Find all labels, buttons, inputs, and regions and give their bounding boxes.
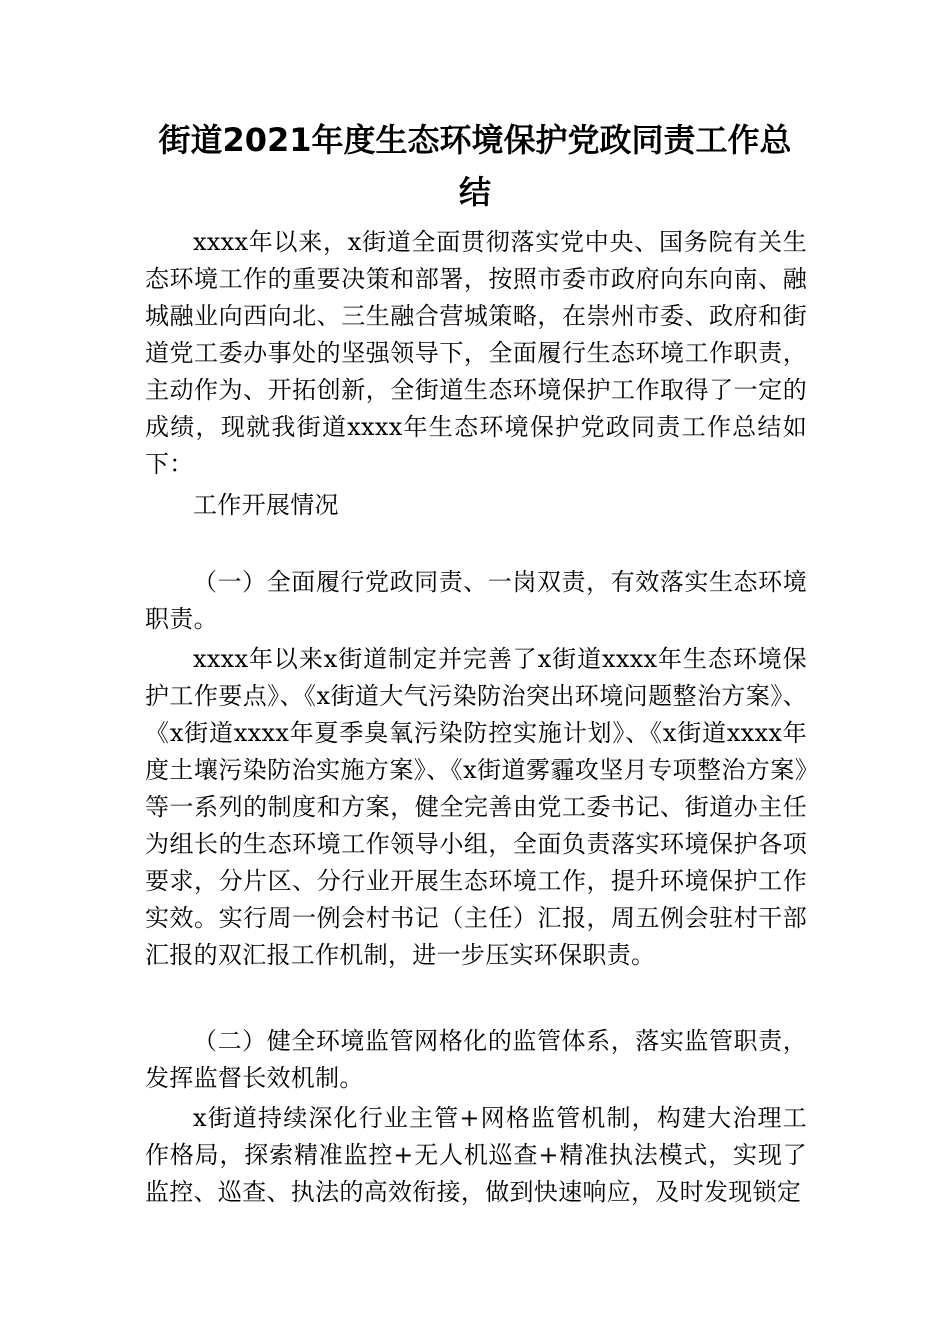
subsection-heading-2: （二）健全环境监管网格化的监管体系，落实监管职责，发挥监督长效机制。 (145, 1027, 807, 1092)
section-heading: 工作开展情况 (193, 491, 339, 519)
document-title-line-2: 结 (458, 173, 491, 211)
body-paragraph-1: xxxx年以来x街道制定并完善了x街道xxxx年生态环境保护工作要点》、《x街道大气污染防治突出环境问题整治方案》、《x街道xxxx年夏季臭氧污染防控实施计划》、《x街道xxxx年度土壤污染防治实施方案》、《x街道雾霾攻坚月专项整治方案》等一系列的制度和方案，健全完善由党工委书记、街道办主任为组长的生态环境工作领导小组，全面负责落实环境保护各项要求，分片区、分行业开展生态环境工作，提升环境保护工作实效。实行周一例会村书记（主任）汇报，周五例会驻村干部汇报的双汇报工作机制，进一步压实环保职责。 (145, 645, 807, 969)
document-title-line-1: 街道2021年度生态环境保护党政同责工作总 (158, 121, 792, 159)
body-paragraph-2: x街道持续深化行业主管+网格监管机制，构建大治理工作格局，探索精准监控+无人机巡查+精准执法模式，实现了监控、巡查、执法的高效衔接，做到快速响应，及时发现锁定 (145, 1104, 807, 1206)
subsection-heading-1: （一）全面履行党政同责、一岗双责，有效落实生态环境职责。 (145, 568, 807, 633)
intro-paragraph: xxxx年以来，x街道全面贯彻落实党中央、国务院有关生态环境工作的重要决策和部署，按照市委市政府向东向南、融城融业向西向北、三生融合营城策略，在崇州市委、政府和街道党工委办事处的坚强领导下，全面履行生态环境工作职责，主动作为、开拓创新，全街道生态环境保护工作取得了一定的成绩，现就我街道xxxx年生态环境保护党政同责工作总结如下： (145, 228, 807, 478)
